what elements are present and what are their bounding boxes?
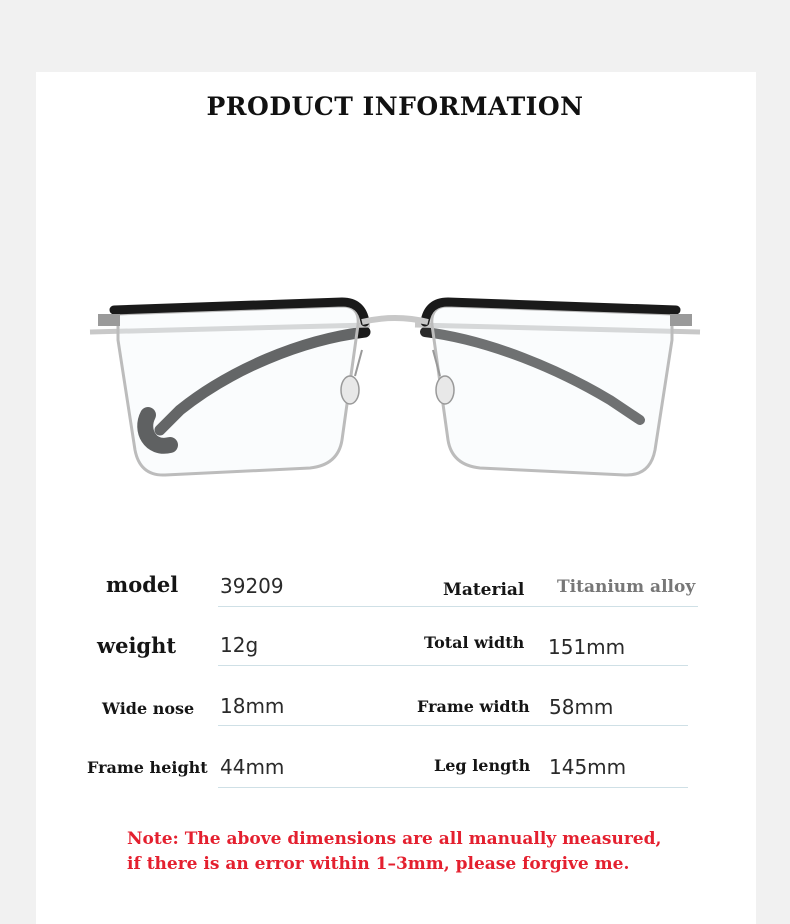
material-value: Titanium alloy — [557, 577, 696, 597]
weight-label: weight — [97, 633, 177, 658]
measurement-note — [127, 827, 661, 877]
frame-width-value: 58mm — [549, 695, 614, 719]
total-width-value: 151mm — [548, 635, 626, 659]
frame-width-label: Frame width — [417, 697, 530, 716]
model-label: model — [106, 572, 179, 597]
weight-value: 12g — [220, 633, 259, 657]
total-width-label: Total width — [424, 633, 525, 652]
eyeglasses-image — [70, 280, 720, 490]
note-line-1: Note: The above dimensions are all manually measured, — [127, 829, 662, 849]
page-title: PRODUCT INFORMATION — [206, 92, 584, 121]
leg-length-value: 145mm — [549, 755, 627, 779]
product-card — [36, 72, 756, 924]
wide-nose-value: 18mm — [220, 694, 285, 718]
wide-nose-label: Wide nose — [102, 699, 195, 718]
note-line-2: if there is an error within 1–3mm, please forgive me. — [127, 854, 630, 874]
row-divider — [218, 665, 688, 666]
leg-length-label: Leg length — [434, 756, 531, 775]
row-divider — [218, 725, 688, 726]
model-value: 39209 — [220, 574, 284, 598]
material-label: Material — [443, 580, 525, 600]
frame-height-value: 44mm — [220, 755, 285, 779]
row-divider — [218, 606, 698, 607]
frame-height-label: Frame height — [87, 758, 208, 777]
row-divider — [218, 787, 688, 788]
